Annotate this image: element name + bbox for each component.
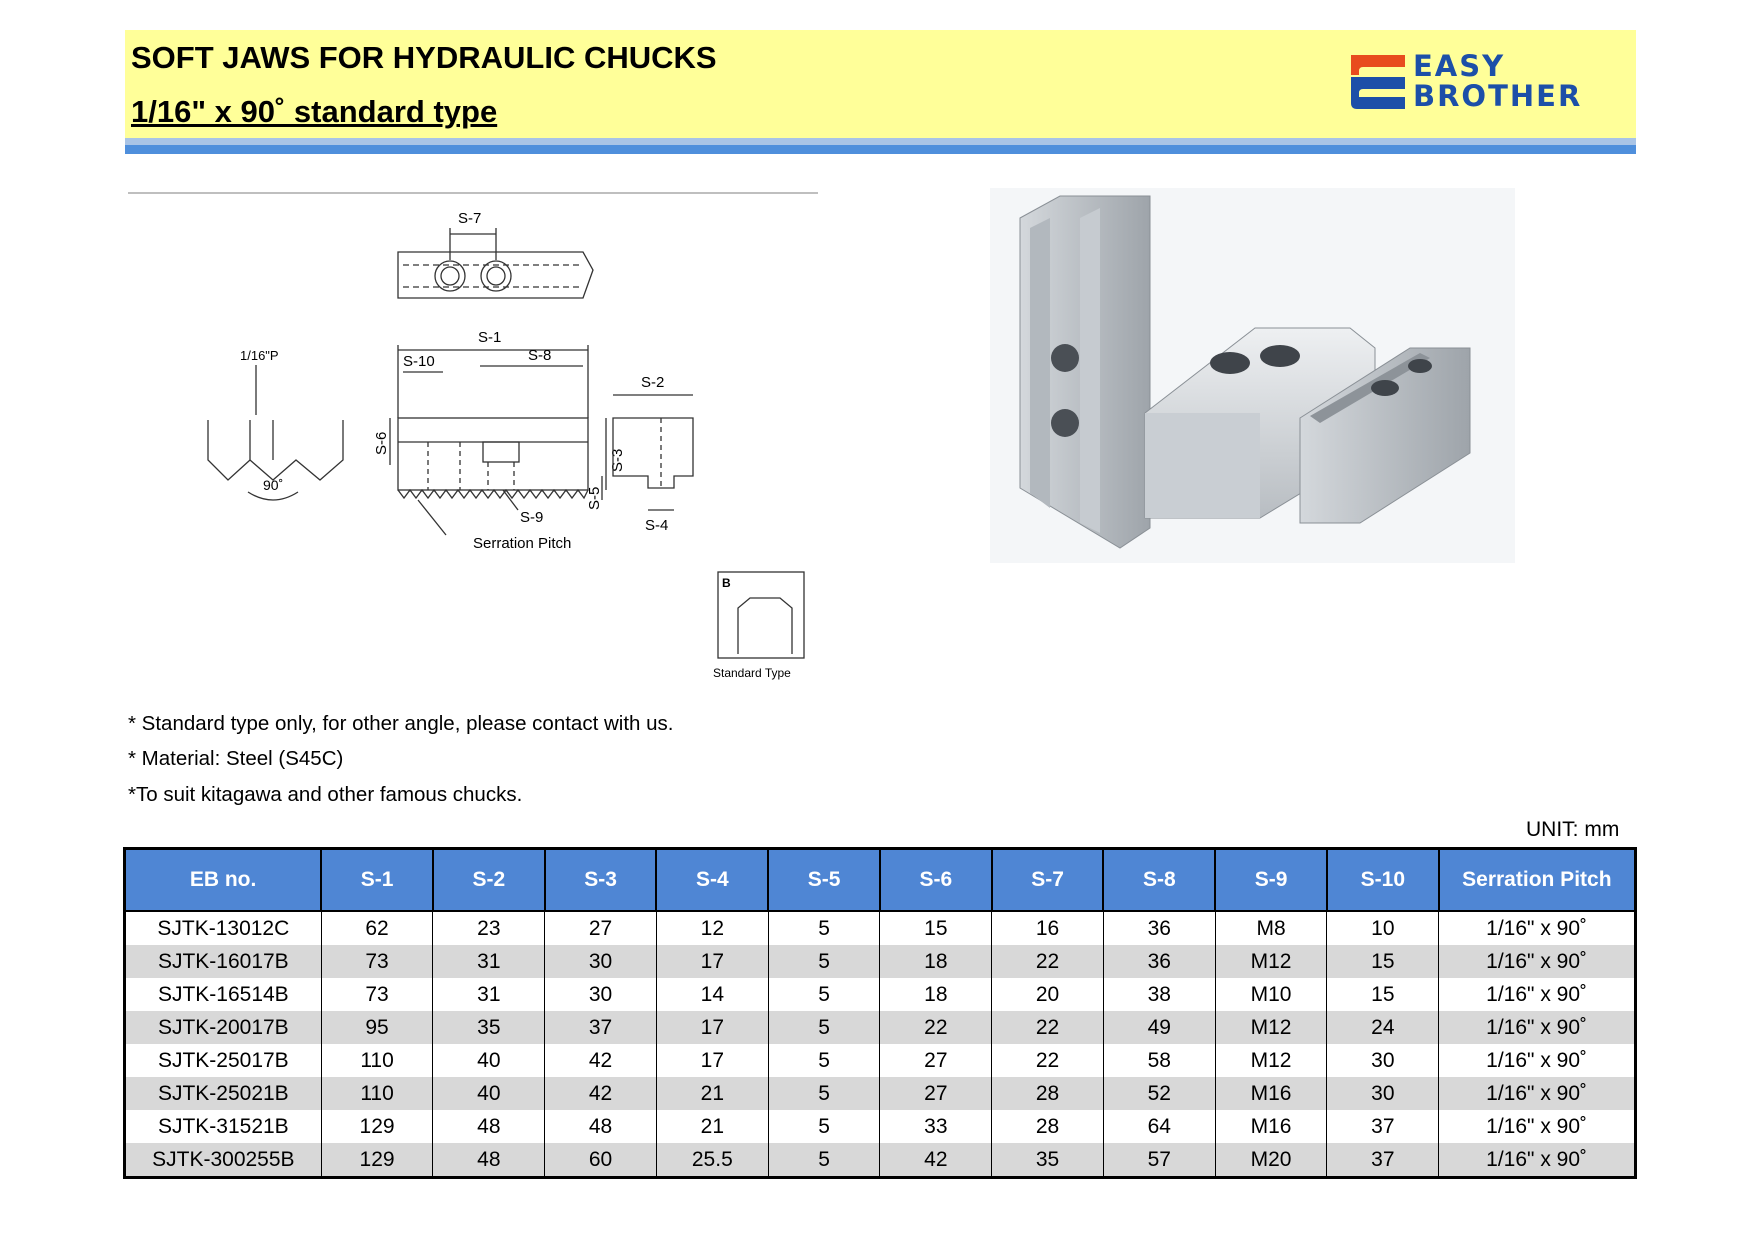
logo-mark-icon	[1345, 55, 1409, 111]
header-s10: S-10	[1327, 849, 1439, 912]
table-cell: 60	[545, 1143, 657, 1178]
header-eb-no: EB no.	[125, 849, 322, 912]
table-cell: 25.5	[656, 1143, 768, 1178]
table-cell: 15	[1327, 945, 1439, 978]
header-s9: S-9	[1215, 849, 1327, 912]
table-cell: 22	[992, 1044, 1104, 1077]
table-cell: 42	[545, 1044, 657, 1077]
label-s9: S-9	[520, 509, 544, 526]
table-cell: 12	[656, 911, 768, 945]
table-cell: M12	[1215, 945, 1327, 978]
table-cell: 1/16" x 90˚	[1439, 978, 1636, 1011]
table-cell: 48	[433, 1143, 545, 1178]
header-s1: S-1	[321, 849, 433, 912]
table-cell: 31	[433, 978, 545, 1011]
table-cell: 5	[768, 1110, 880, 1143]
note-compatibility: *To suit kitagawa and other famous chucks.	[128, 783, 523, 806]
table-cell: 21	[656, 1110, 768, 1143]
table-cell: 17	[656, 1011, 768, 1044]
table-cell: 18	[880, 978, 992, 1011]
table-cell: 28	[992, 1110, 1104, 1143]
header-divider-light	[125, 138, 1636, 145]
table-cell: 48	[545, 1110, 657, 1143]
table-cell: 1/16" x 90˚	[1439, 911, 1636, 945]
table-cell: 27	[545, 911, 657, 945]
label-pitch: 1/16"P	[240, 348, 279, 363]
table-row	[125, 1110, 1636, 1143]
label-s5: S-5	[586, 486, 603, 510]
table-cell: 110	[321, 1044, 433, 1077]
table-row	[125, 945, 1636, 978]
technical-drawing	[128, 190, 818, 680]
table-cell: 5	[768, 1044, 880, 1077]
table-cell: 35	[433, 1011, 545, 1044]
label-s4: S-4	[645, 517, 669, 534]
table-cell: 27	[880, 1077, 992, 1110]
table-cell: 73	[321, 945, 433, 978]
logo-text-brother: BROTHER	[1413, 79, 1583, 113]
label-angle: 90˚	[263, 477, 284, 493]
table-cell: 22	[992, 1011, 1104, 1044]
table-cell: 18	[880, 945, 992, 978]
table-cell: 15	[1327, 978, 1439, 1011]
standard-type-view	[713, 572, 804, 680]
table-cell: 15	[880, 911, 992, 945]
cell-eb-no: SJTK-25017B	[125, 1044, 322, 1077]
table-cell: 30	[1327, 1077, 1439, 1110]
table-row	[125, 1143, 1636, 1178]
table-cell: 40	[433, 1077, 545, 1110]
cell-eb-no: SJTK-25021B	[125, 1077, 322, 1110]
cell-eb-no: SJTK-31521B	[125, 1110, 322, 1143]
table-cell: 10	[1327, 911, 1439, 945]
table-cell: 129	[321, 1110, 433, 1143]
table-cell: 57	[1103, 1143, 1215, 1178]
label-s3: S-3	[609, 448, 626, 472]
table-cell: 21	[656, 1077, 768, 1110]
easy-brother-logo	[1345, 49, 1635, 113]
header-s3: S-3	[545, 849, 657, 912]
table-cell: 37	[545, 1011, 657, 1044]
table-row	[125, 1077, 1636, 1110]
top-view	[398, 210, 593, 298]
table-cell: 17	[656, 945, 768, 978]
table-cell: 14	[656, 978, 768, 1011]
header-s2: S-2	[433, 849, 545, 912]
table-row	[125, 1011, 1636, 1044]
table-cell: 23	[433, 911, 545, 945]
label-s6: S-6	[373, 431, 390, 455]
note-material: * Material: Steel (S45C)	[128, 747, 344, 770]
table-cell: 30	[545, 945, 657, 978]
table-cell: 30	[545, 978, 657, 1011]
table-cell: 5	[768, 1011, 880, 1044]
table-cell: 27	[880, 1044, 992, 1077]
header-serration-pitch: Serration Pitch	[1439, 849, 1636, 912]
note-standard-type: * Standard type only, for other angle, please contact with us.	[128, 712, 674, 735]
header-s7: S-7	[992, 849, 1104, 912]
table-cell: 58	[1103, 1044, 1215, 1077]
label-serration: Serration Pitch	[473, 535, 572, 552]
table-cell: 30	[1327, 1044, 1439, 1077]
table-cell: 36	[1103, 911, 1215, 945]
table-cell: 1/16" x 90˚	[1439, 1044, 1636, 1077]
table-cell: M10	[1215, 978, 1327, 1011]
header-divider-dark	[125, 145, 1636, 154]
header-s4: S-4	[656, 849, 768, 912]
page-subtitle: 1/16" x 90˚ standard type	[131, 94, 498, 129]
table-cell: M8	[1215, 911, 1327, 945]
table-header-row	[125, 849, 1636, 912]
cell-eb-no: SJTK-16514B	[125, 978, 322, 1011]
table-cell: 24	[1327, 1011, 1439, 1044]
table-cell: 31	[433, 945, 545, 978]
table-cell: M16	[1215, 1110, 1327, 1143]
table-cell: 33	[880, 1110, 992, 1143]
table-cell: M16	[1215, 1077, 1327, 1110]
table-cell: 73	[321, 978, 433, 1011]
cell-eb-no: SJTK-20017B	[125, 1011, 322, 1044]
table-cell: 5	[768, 978, 880, 1011]
table-cell: 129	[321, 1143, 433, 1178]
table-cell: 1/16" x 90˚	[1439, 1110, 1636, 1143]
table-cell: 17	[656, 1044, 768, 1077]
table-row	[125, 978, 1636, 1011]
table-cell: M12	[1215, 1044, 1327, 1077]
product-photo	[990, 188, 1515, 563]
header-s6: S-6	[880, 849, 992, 912]
table-cell: 20	[992, 978, 1104, 1011]
table-cell: 62	[321, 911, 433, 945]
table-row	[125, 1044, 1636, 1077]
table-cell: M12	[1215, 1011, 1327, 1044]
table-cell: 52	[1103, 1077, 1215, 1110]
table-body	[125, 911, 1636, 1178]
table-cell: 64	[1103, 1110, 1215, 1143]
table-row	[125, 911, 1636, 945]
side-view	[373, 329, 626, 552]
end-view	[586, 374, 693, 534]
table-cell: 37	[1327, 1143, 1439, 1178]
table-cell: 16	[992, 911, 1104, 945]
table-cell: M20	[1215, 1143, 1327, 1178]
unit-label: UNIT: mm	[1526, 818, 1620, 841]
label-standard: Standard Type	[713, 666, 791, 680]
header-s5: S-5	[768, 849, 880, 912]
cell-eb-no: SJTK-13012C	[125, 911, 322, 945]
table-cell: 35	[992, 1143, 1104, 1178]
table-cell: 1/16" x 90˚	[1439, 945, 1636, 978]
label-s10: S-10	[403, 353, 435, 370]
table-cell: 5	[768, 1077, 880, 1110]
cell-eb-no: SJTK-300255B	[125, 1143, 322, 1178]
table-cell: 5	[768, 945, 880, 978]
table-cell: 22	[880, 1011, 992, 1044]
table-cell: 38	[1103, 978, 1215, 1011]
table-cell: 95	[321, 1011, 433, 1044]
table-cell: 1/16" x 90˚	[1439, 1143, 1636, 1178]
cell-eb-no: SJTK-16017B	[125, 945, 322, 978]
table-cell: 36	[1103, 945, 1215, 978]
table-cell: 1/16" x 90˚	[1439, 1077, 1636, 1110]
label-b: B	[722, 576, 731, 590]
label-s8: S-8	[528, 347, 552, 364]
spec-table	[123, 847, 1637, 1179]
table-cell: 1/16" x 90˚	[1439, 1011, 1636, 1044]
table-cell: 5	[768, 911, 880, 945]
table-cell: 5	[768, 1143, 880, 1178]
logo-text-easy: EASY	[1413, 49, 1506, 83]
table-cell: 37	[1327, 1110, 1439, 1143]
table-cell: 28	[992, 1077, 1104, 1110]
table-cell: 40	[433, 1044, 545, 1077]
table-cell: 49	[1103, 1011, 1215, 1044]
label-s1: S-1	[478, 329, 502, 346]
label-s7: S-7	[458, 210, 482, 227]
table-cell: 110	[321, 1077, 433, 1110]
page-title: SOFT JAWS FOR HYDRAULIC CHUCKS	[131, 40, 717, 75]
label-s2: S-2	[641, 374, 665, 391]
table-cell: 42	[880, 1143, 992, 1178]
table-cell: 22	[992, 945, 1104, 978]
serration-profile	[208, 348, 343, 500]
table-cell: 42	[545, 1077, 657, 1110]
header-s8: S-8	[1103, 849, 1215, 912]
table-cell: 48	[433, 1110, 545, 1143]
